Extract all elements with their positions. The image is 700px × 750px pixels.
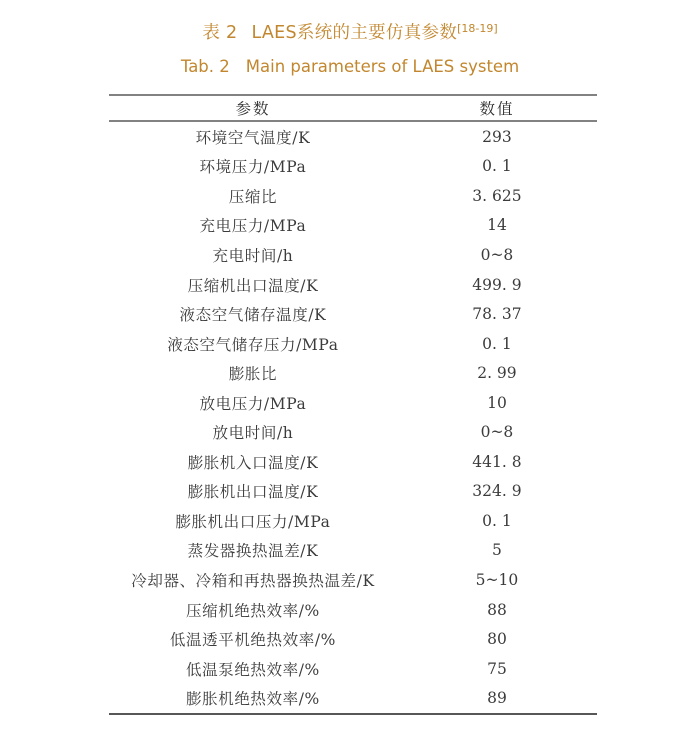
table-row — [109, 388, 597, 418]
table-caption-zh — [0, 0, 700, 45]
value-cell: 5~10 — [475, 570, 519, 589]
table-row — [109, 565, 597, 595]
table-row — [109, 417, 597, 447]
table-row — [109, 358, 597, 388]
value-cell: 0~8 — [480, 423, 514, 442]
table-caption-zh-label: 表 2 — [202, 23, 238, 43]
parameter-cell: 膨胀比 — [228, 365, 278, 384]
parameter-cell: 放电时间/h — [212, 424, 294, 443]
table-row — [109, 447, 597, 477]
value-cell: 10 — [487, 393, 507, 412]
parameter-cell: 压缩机出口温度/K — [187, 276, 319, 295]
table-caption-en-text: Main parameters of LAES system — [245, 57, 520, 76]
parameter-cell: 液态空气储存压力/MPa — [167, 335, 339, 354]
parameter-cell: 膨胀机绝热效率/% — [186, 690, 320, 709]
table-row — [109, 595, 597, 625]
table-row — [109, 152, 597, 182]
value-cell: 88 — [487, 600, 507, 619]
value-cell: 293 — [482, 127, 512, 146]
table-row — [109, 506, 597, 536]
citation-superscript: [18-19] — [457, 22, 498, 35]
header-value: 数值 — [479, 100, 515, 118]
parameter-cell: 放电压力/MPa — [199, 394, 307, 413]
value-cell: 75 — [487, 659, 507, 678]
table-row — [109, 683, 597, 713]
table-row — [109, 477, 597, 507]
value-cell: 80 — [487, 630, 507, 649]
value-cell: 5 — [492, 541, 502, 560]
table-row — [109, 240, 597, 270]
parameters-table — [109, 94, 597, 715]
value-cell: 78. 37 — [472, 305, 522, 324]
value-cell: 0~8 — [480, 245, 514, 264]
table-caption-zh-text: LAES系统的主要仿真参数 — [251, 23, 458, 43]
table-row — [109, 654, 597, 684]
value-cell: 0. 1 — [482, 511, 512, 530]
value-cell: 0. 1 — [482, 157, 512, 176]
header-parameter: 参数 — [235, 100, 271, 118]
parameter-cell: 充电压力/MPa — [199, 217, 307, 236]
parameter-cell: 环境压力/MPa — [199, 158, 307, 177]
parameter-cell: 膨胀机入口温度/K — [187, 453, 319, 472]
value-cell: 2. 99 — [477, 364, 517, 383]
table-row — [109, 329, 597, 359]
parameter-cell: 低温泵绝热效率/% — [186, 660, 320, 679]
parameter-cell: 压缩机绝热效率/% — [186, 601, 320, 620]
parameter-cell: 蒸发器换热温差/K — [187, 542, 319, 561]
table-caption-en — [0, 56, 700, 78]
value-cell: 441. 8 — [472, 452, 522, 471]
parameter-cell: 冷却器、冷箱和再热器换热温差/K — [131, 571, 375, 590]
parameter-cell: 膨胀机出口温度/K — [187, 483, 319, 502]
table-row — [109, 299, 597, 329]
table-row — [109, 122, 597, 152]
table-row — [109, 536, 597, 566]
table-header-row — [109, 96, 597, 122]
table-row — [109, 270, 597, 300]
table-caption-en-label: Tab. 2 — [180, 57, 230, 76]
parameter-cell: 压缩比 — [228, 187, 278, 206]
value-cell: 14 — [487, 216, 507, 235]
parameter-cell: 低温透平机绝热效率/% — [169, 631, 336, 650]
parameter-cell: 环境空气温度/K — [195, 128, 311, 147]
table-row — [109, 624, 597, 654]
value-cell: 0. 1 — [482, 334, 512, 353]
parameter-cell: 液态空气储存温度/K — [179, 306, 327, 325]
parameter-cell: 充电时间/h — [212, 246, 294, 265]
value-cell: 89 — [487, 689, 507, 708]
table-row — [109, 211, 597, 241]
table-row — [109, 181, 597, 211]
value-cell: 499. 9 — [472, 275, 522, 294]
value-cell: 3. 625 — [472, 186, 522, 205]
parameter-cell: 膨胀机出口压力/MPa — [175, 512, 331, 531]
value-cell: 324. 9 — [472, 482, 522, 501]
